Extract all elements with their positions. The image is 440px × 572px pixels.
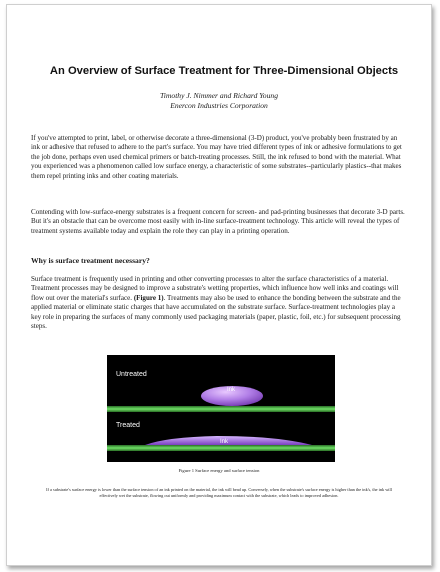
company-name: Enercon Industries Corporation bbox=[170, 100, 268, 110]
document-title: An Overview of Surface Treatment for Three-Dimensional Objects bbox=[49, 65, 399, 77]
figure-1 bbox=[107, 355, 335, 462]
figure-footnote: If a substrate's surface energy is lower than the surface tension of an ink printed on the material, the ink will bead up. Conversely, when the substrate's surface energy is higher than the ink's, the ink will effectively wet the substrate, flowing out uniformly and providing maximum contact with the substrate, which leads to improved adhesion. bbox=[46, 487, 392, 498]
third-paragraph-end: . Treatments may also be used to enhance the bonding between the substrate and the applied material or eliminate static charges that have accumulated on the substrate surface. Surface-treatment technologies play a key role in preparing the surfaces of many commonly used packaging materials (paper, plastic, foil, etc.) for subsequent processing steps. bbox=[31, 293, 401, 331]
intro-paragraph: If you've attempted to print, label, or otherwise decorate a three-dimensional (3-D) product, you've probably been frustrated by an ink or adhesive that refused to adhere to the part's surface. You may have tried different types of ink or adhesive formulations to get the job done, perhaps even used chemical primers or batch-treating processes. Still, the ink refused to bond with the material. What you experienced was a phenomenon called low surface energy, a characteristic of some substrates--particularly plastics--that makes them repel printing inks and other coating materials. bbox=[31, 134, 402, 180]
byline bbox=[7, 91, 431, 110]
third-paragraph-start: Surface treatment is frequently used in printing and other converting processes to alter the surface characteristics of a material. Treatment processes may be designed to improve a substrate's wetting properties, which influence how well inks and coatings will flow out over the material's surface. bbox=[31, 275, 399, 302]
surface-tension-diagram bbox=[107, 355, 335, 462]
section-heading: Why is surface treatment necessary? bbox=[31, 256, 150, 265]
treated-substrate bbox=[107, 445, 335, 451]
author-names: Timothy J. Nimmer and Richard Young bbox=[160, 91, 278, 100]
ink-label-untreated: Ink bbox=[227, 387, 236, 393]
untreated-substrate bbox=[107, 406, 335, 412]
third-paragraph bbox=[31, 275, 406, 331]
figure-reference: (Figure 1) bbox=[133, 293, 164, 302]
treated-label: Treated bbox=[116, 422, 140, 429]
document-page bbox=[6, 4, 432, 566]
figure-caption: Figure 1 Surface energy and surface tension bbox=[178, 468, 260, 473]
ink-label-treated: Ink bbox=[220, 439, 229, 445]
untreated-label: Untreated bbox=[116, 371, 147, 378]
second-paragraph: Contending with low-surface-energy substrates is a frequent concern for screen- and pad-printing businesses that decorate 3-D parts. But it's an obstacle that can be overcome most easily with in-line surface-treatment technology. This article will reveal the types of treatment systems available today and explain the role they can play in a printing operation. bbox=[31, 208, 405, 235]
